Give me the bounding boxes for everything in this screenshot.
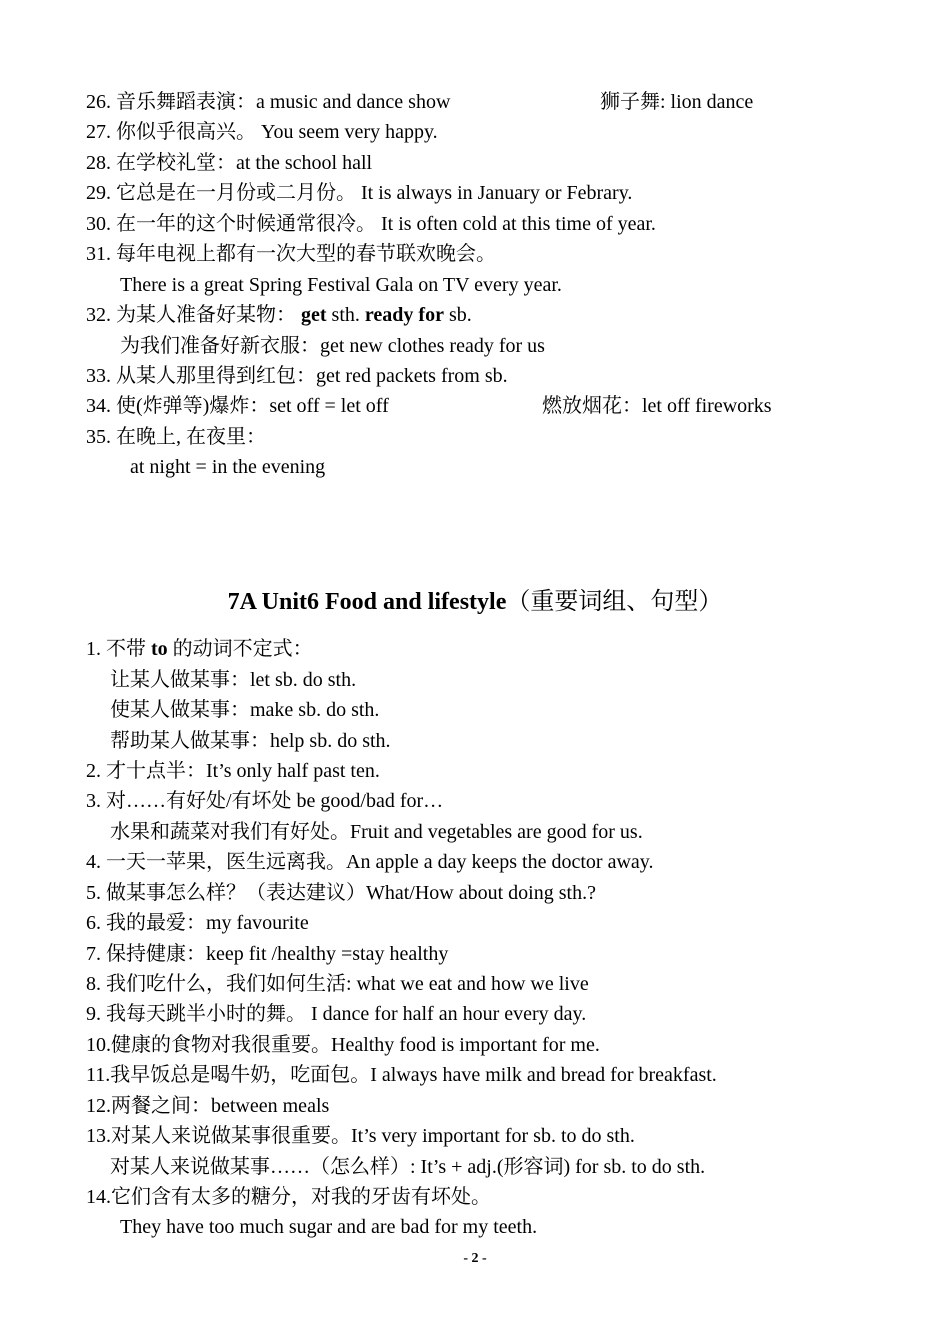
item-13: 13.对某人来说做某事很重要。It’s very important for sb. to do sth. bbox=[86, 1125, 635, 1147]
section-title-note: （重要词组、句型） bbox=[506, 589, 723, 615]
item-1 bbox=[86, 637, 313, 661]
item-5: 5. 做某事怎么样？（表达建议）What/How about doing sth.? bbox=[86, 882, 596, 904]
item-9: 9. 我每天跳半小时的舞。 I dance for half an hour every day. bbox=[86, 1003, 587, 1025]
phrase-32 bbox=[86, 303, 472, 327]
phrase-32-get: get bbox=[301, 304, 327, 326]
item-4: 4. 一天一苹果，医生远离我。An apple a day keeps the doctor away. bbox=[86, 851, 654, 873]
section-title-main: 7A Unit6 Food and lifestyle bbox=[227, 589, 507, 615]
item-1-make: 使某人做某事：make sb. do sth. bbox=[110, 699, 380, 721]
phrase-34-extra: 燃放烟花：let off fireworks bbox=[542, 395, 772, 417]
section-title bbox=[0, 588, 950, 616]
item-8: 8. 我们吃什么，我们如何生活: what we eat and how we live bbox=[86, 973, 589, 995]
item-3: 3. 对……有好处/有坏处 be good/bad for… bbox=[86, 790, 444, 812]
item-12: 12.两餐之间：between meals bbox=[86, 1095, 330, 1117]
item-6: 6. 我的最爱：my favourite bbox=[86, 912, 309, 934]
phrase-33: 33. 从某人那里得到红包：get red packets from sb. bbox=[86, 365, 508, 387]
item-1-let: 让某人做某事：let sb. do sth. bbox=[110, 669, 357, 691]
phrase-32-mid: sth. bbox=[326, 304, 365, 326]
item-1-help: 帮助某人做某事：help sb. do sth. bbox=[110, 730, 391, 752]
phrase-32-end: sb. bbox=[443, 304, 472, 326]
item-11: 11.我早饭总是喝牛奶，吃面包。I always have milk and bread for breakfast. bbox=[86, 1064, 717, 1086]
item-1-suffix: 的动词不定式： bbox=[167, 638, 313, 660]
item-2: 2. 才十点半：It’s only half past ten. bbox=[86, 760, 380, 782]
item-7: 7. 保持健康：keep fit /healthy =stay healthy bbox=[86, 943, 449, 965]
item-10: 10.健康的食物对我很重要。Healthy food is important for me. bbox=[86, 1034, 600, 1056]
phrase-35: 35. 在晚上, 在夜里： bbox=[86, 426, 266, 448]
phrase-34: 34. 使(炸弹等)爆炸：set off = let off bbox=[86, 395, 389, 417]
item-1-prefix: 1. 不带 bbox=[86, 638, 151, 660]
phrase-28: 28. 在学校礼堂：at the school hall bbox=[86, 152, 373, 174]
phrase-31: 31. 每年电视上都有一次大型的春节联欢晚会。 bbox=[86, 243, 496, 265]
phrase-32-example: 为我们准备好新衣服：get new clothes ready for us bbox=[120, 335, 545, 357]
phrase-30: 30. 在一年的这个时候通常很冷。 It is often cold at this time of year. bbox=[86, 213, 656, 235]
phrase-32-ready-for: ready for bbox=[364, 304, 444, 326]
item-13-pattern: 对某人来说做某事……（怎么样）: It’s + adj.(形容词) for sb. to do sth. bbox=[110, 1156, 706, 1178]
item-1-to: to bbox=[151, 638, 168, 660]
phrase-27: 27. 你似乎很高兴。 You seem very happy. bbox=[86, 121, 438, 143]
page-number: - 2 - bbox=[463, 1251, 487, 1266]
phrase-35-english: at night = in the evening bbox=[130, 456, 326, 478]
phrase-32-cn: 32. 为某人准备好某物： bbox=[86, 304, 301, 326]
phrase-29: 29. 它总是在一月份或二月份。 It is always in January or Febrary. bbox=[86, 182, 633, 204]
item-14: 14.它们含有太多的糖分，对我的牙齿有坏处。 bbox=[86, 1186, 491, 1208]
item-14-english: They have too much sugar and are bad for my teeth. bbox=[120, 1216, 538, 1238]
phrase-26: 26. 音乐舞蹈表演：a music and dance show bbox=[86, 91, 451, 113]
item-3-example: 水果和蔬菜对我们有好处。Fruit and vegetables are good for us. bbox=[110, 821, 643, 843]
phrase-31-english: There is a great Spring Festival Gala on TV every year. bbox=[120, 274, 562, 296]
phrase-26-extra: 狮子舞: lion dance bbox=[600, 91, 754, 113]
